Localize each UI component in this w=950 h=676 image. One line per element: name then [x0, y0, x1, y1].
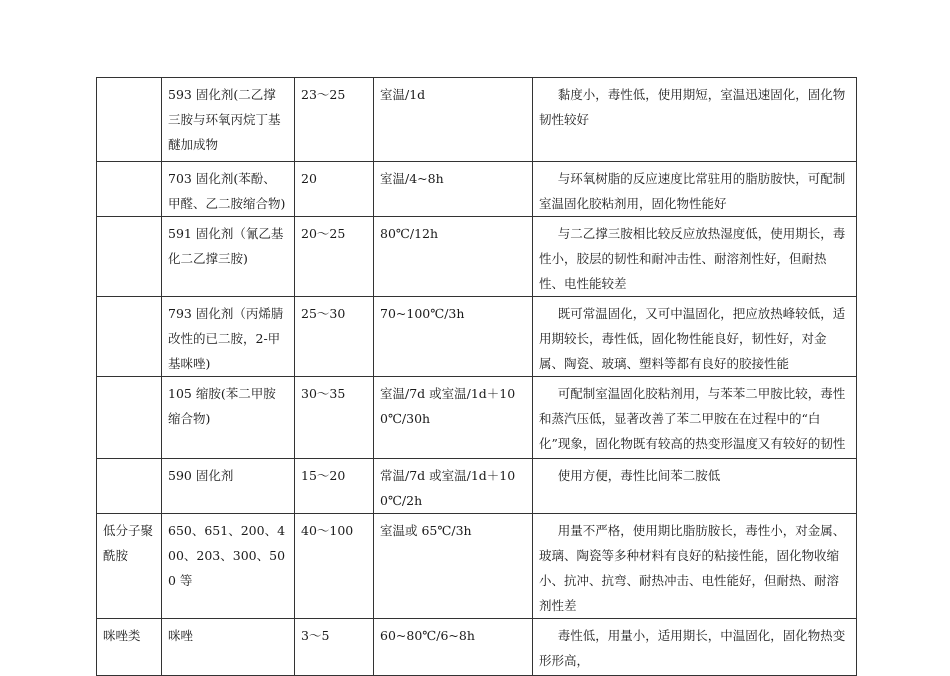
agent-name-cell: 650、651、200、400、203、300、500 等	[162, 514, 295, 619]
category-cell	[97, 377, 162, 459]
description-cell: 与环氧树脂的反应速度比常驻用的脂肪胺快，可配制室温固化胶粘剂用，固化物性能好	[533, 162, 857, 217]
agent-name-cell: 593 固化剂(二乙撑三胺与环氧丙烷丁基醚加成物	[162, 78, 295, 162]
table-row	[97, 217, 857, 297]
category-cell: 咪唑类	[97, 619, 162, 676]
amount-cell: 15～20	[295, 459, 374, 514]
table-row	[97, 297, 857, 377]
table-row	[97, 619, 857, 676]
description-cell: 与二乙撑三胺相比较反应放热湿度低，使用期长，毒性小，胶层的韧性和耐冲击性、耐溶剂性好，但耐热性、电性能较差	[533, 217, 857, 297]
curing-condition-cell: 60~80℃/6~8h	[374, 619, 533, 676]
description-cell: 可配制室温固化胶粘剂用，与苯苯二甲胺比较，毒性和蒸汽压低，显著改善了苯二甲胺在在过程中的“白化”现象，固化物既有较高的热变形温度又有较好的韧性	[533, 377, 857, 459]
curing-agent-table	[96, 77, 857, 676]
amount-cell: 25～30	[295, 297, 374, 377]
amount-cell: 40～100	[295, 514, 374, 619]
table-row	[97, 514, 857, 619]
agent-name-cell: 105 缩胺(苯二甲胺缩合物)	[162, 377, 295, 459]
agent-name-cell: 590 固化剂	[162, 459, 295, 514]
category-cell	[97, 162, 162, 217]
curing-condition-cell: 常温/7d 或室温/1d＋100℃/2h	[374, 459, 533, 514]
curing-condition-cell: 室温/7d 或室温/1d＋100℃/30h	[374, 377, 533, 459]
curing-condition-cell: 室温/1d	[374, 78, 533, 162]
category-cell	[97, 297, 162, 377]
description-cell: 既可常温固化，又可中温固化，把应放热峰较低，适用期较长，毒性低，固化物性能良好，韧性好，对金属、陶瓷、玻璃、塑料等都有良好的胶接性能	[533, 297, 857, 377]
description-cell: 毒性低，用量小，适用期长，中温固化，固化物热变形形高，	[533, 619, 857, 676]
description-cell: 使用方便，毒性比间苯二胺低	[533, 459, 857, 514]
amount-cell: 20	[295, 162, 374, 217]
description-cell: 用量不严格，使用期比脂肪胺长，毒性小，对金属、玻璃、陶瓷等多种材料有良好的粘接性能，固化物收缩小、抗冲、抗弯、耐热冲击、电性能好，但耐热、耐溶剂性差	[533, 514, 857, 619]
table-row	[97, 162, 857, 217]
agent-name-cell: 咪唑	[162, 619, 295, 676]
amount-cell: 20～25	[295, 217, 374, 297]
table-row	[97, 78, 857, 162]
amount-cell: 23～25	[295, 78, 374, 162]
table-row	[97, 459, 857, 514]
amount-cell: 30～35	[295, 377, 374, 459]
table-row	[97, 377, 857, 459]
amount-cell: 3～5	[295, 619, 374, 676]
description-cell: 黏度小，毒性低，使用期短，室温迅速固化，固化物韧性较好	[533, 78, 857, 162]
category-cell	[97, 217, 162, 297]
agent-name-cell: 703 固化剂(苯酚、甲醛、乙二胺缩合物)	[162, 162, 295, 217]
curing-condition-cell: 室温或 65℃/3h	[374, 514, 533, 619]
category-cell: 低分子聚酰胺	[97, 514, 162, 619]
agent-name-cell: 793 固化剂（丙烯腈改性的已二胺，2-甲基咪唑)	[162, 297, 295, 377]
agent-name-cell: 591 固化剂（氰乙基化二乙撑三胺)	[162, 217, 295, 297]
category-cell	[97, 78, 162, 162]
curing-condition-cell: 70~100℃/3h	[374, 297, 533, 377]
category-cell	[97, 459, 162, 514]
curing-condition-cell: 室温/4~8h	[374, 162, 533, 217]
curing-condition-cell: 80℃/12h	[374, 217, 533, 297]
